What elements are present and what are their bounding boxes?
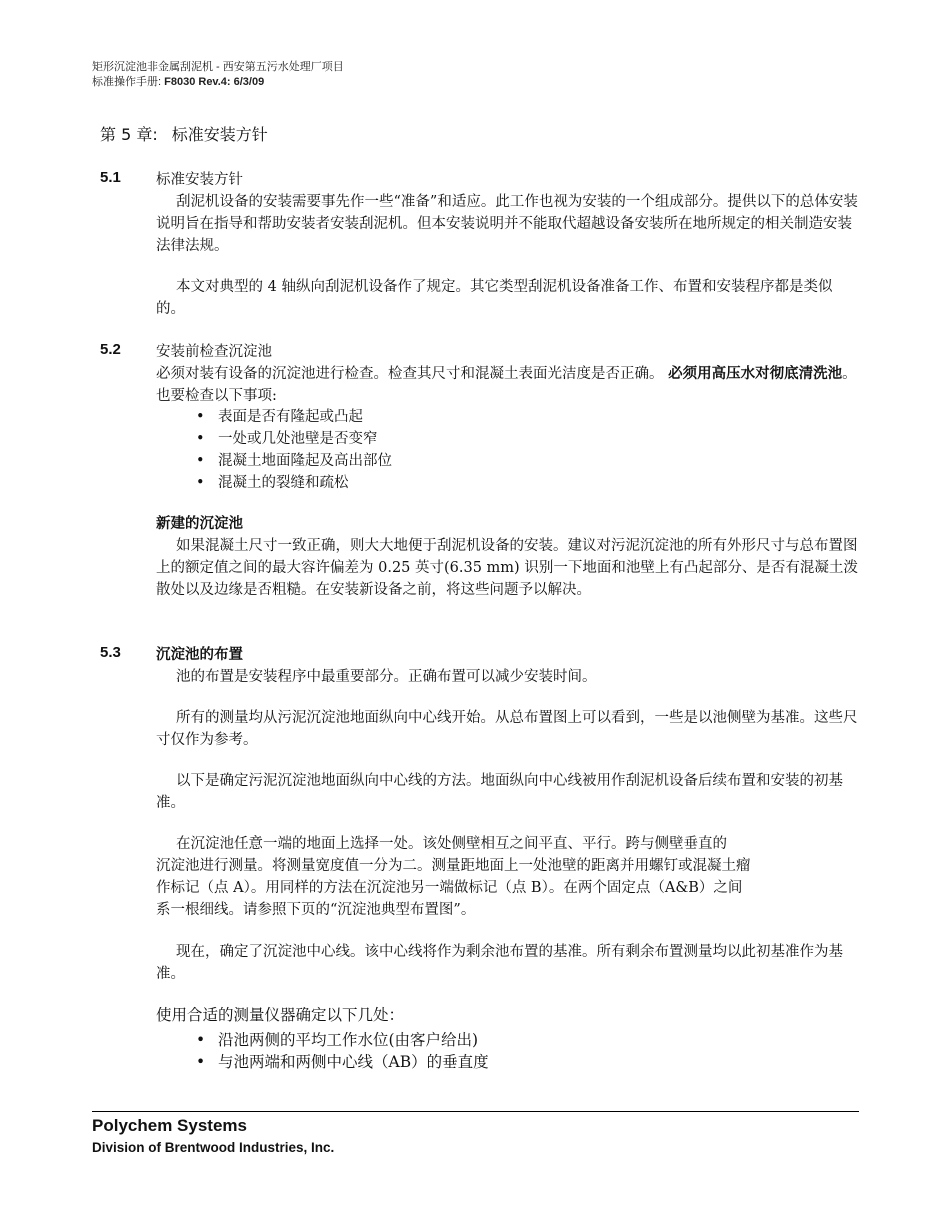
paragraph-line: 系一根细线。请参照下页的“沉淀池典型布置图”。 — [156, 902, 476, 918]
footer-division: Division of Brentwood Industries, Inc. — [92, 1140, 335, 1155]
header-project-line: 矩形沉淀池非金属刮泥机 - 西安第五污水处理厂项目 — [92, 61, 344, 73]
section-number-5-2: 5.2 — [100, 341, 121, 358]
paragraph-5-3-c: 以下是确定污泥沉淀池地面纵向中心线的方法。地面纵向中心线被用作刮泥机设备后续布置和安装的初基准。 — [156, 773, 843, 811]
list-item: • 沿池两侧的平均工作水位(由客户给出) — [196, 1029, 489, 1051]
footer-company: Polychem Systems — [92, 1116, 247, 1135]
list-item: • 表面是否有隆起或凸起 — [196, 406, 392, 428]
list-item: • 一处或几处池壁是否变窄 — [196, 428, 392, 450]
section-title-5-2: 安装前检查沉淀池 — [156, 344, 272, 360]
text-also-check: 。也要检查以下事项: — [156, 366, 857, 404]
paragraph-5-3-e: 现在，确定了沉淀池中心线。该中心线将作为剩余池布置的基准。所有剩余布置测量均以此初基准作为基准。 — [156, 944, 843, 982]
list-item: • 与池两端和两侧中心线（AB）的垂直度 — [196, 1051, 489, 1073]
paragraph-line: 沉淀池进行测量。将测量宽度值一分为二。测量距地面上一处池壁的距离并用螺钉或混凝土瘤 — [156, 858, 751, 874]
chapter-title: 标准安装方针 — [171, 125, 268, 144]
page-header — [92, 60, 344, 90]
chapter-number: 第 5 章: — [100, 125, 158, 144]
paragraph-line: 作标记（点 A）。用同样的方法在沉淀池另一端做标记（点 B）。在两个固定点（A&B）之间 — [156, 880, 743, 896]
section-title-5-3: 沉淀池的布置 — [156, 647, 243, 663]
chapter-heading — [100, 122, 268, 145]
section-number-5-1: 5.1 — [100, 169, 121, 186]
paragraph-5-1-b: 本文对典型的 4 轴纵向刮泥机设备作了规定。其它类型刮泥机设备准备工作、布置和安装程序都是类似的。 — [156, 279, 833, 317]
paragraph-5-2-a — [156, 363, 861, 407]
list-item: • 混凝土的裂缝和疏松 — [196, 472, 392, 494]
paragraph-line: 在沉淀池任意一端的地面上选择一处。该处侧壁相互之间平直、平行。跨与侧壁垂直的 — [176, 836, 727, 852]
inspection-list — [196, 406, 392, 494]
paragraph-5-3-a: 池的布置是安装程序中最重要部分。正确布置可以减少安装时间。 — [176, 669, 597, 685]
text-inspect: 必须对装有设备的沉淀池进行检查。检查其尺寸和混凝土表面光洁度是否正确。 — [156, 366, 664, 382]
header-revision: F8030 Rev.4: 6/3/09 — [164, 76, 265, 88]
paragraph-5-3-d — [156, 833, 946, 921]
list-item: • 混凝土地面隆起及高出部位 — [196, 450, 392, 472]
text-wash-required: 必须用高压水对彻底清洗池 — [668, 366, 843, 382]
section-title-5-1: 标准安装方针 — [156, 172, 243, 188]
paragraph-5-2-b: 如果混凝土尺寸一致正确，则大大地便于刮泥机设备的安装。建议对污泥沉淀池的所有外形尺寸与总布置图上的额定值之间的最大容许偏差为 0.25 英寸(6.35 mm) 识别一下地面和池壁上有凸起部分、是否有混凝土泼散处以及边缘是否粗糙。在安装新设备之前，将这些问题予以解决。 — [156, 538, 858, 598]
paragraph-5-1-a: 刮泥机设备的安装需要事先作一些“准备”和适应。此工作也视为安装的一个组成部分。提供以下的总体安装说明旨在指导和帮助安装者安装刮泥机。但本安装说明并不能取代超越设备安装所在地所规定的相关制造安装法律法规。 — [156, 194, 858, 254]
subheading-new-tank: 新建的沉淀池 — [156, 516, 243, 532]
measurement-list — [196, 1029, 489, 1073]
section-number-5-3: 5.3 — [100, 644, 121, 661]
header-manual-line — [92, 75, 344, 90]
footer-divider — [92, 1111, 859, 1112]
header-manual-label: 标准操作手册: — [92, 76, 165, 88]
paragraph-5-3-f: 使用合适的测量仪器确定以下几处： — [156, 1006, 405, 1024]
paragraph-5-3-b: 所有的测量均从污泥沉淀池地面纵向中心线开始。从总布置图上可以看到，一些是以池侧壁为基准。这些尺寸仅作为参考。 — [156, 710, 858, 748]
